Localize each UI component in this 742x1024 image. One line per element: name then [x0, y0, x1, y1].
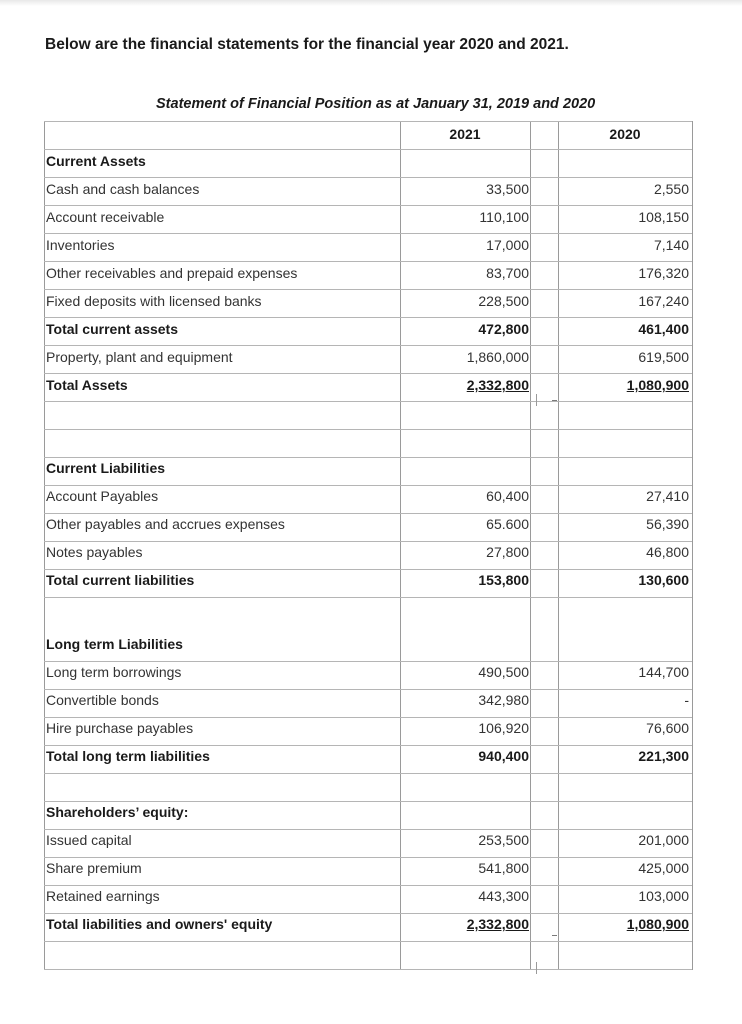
row-label: Total Assets: [46, 377, 128, 393]
value-2021: 472,800: [478, 321, 529, 337]
row-label: Long term borrowings: [46, 664, 182, 680]
value-2020: 103,000: [638, 888, 689, 904]
row-label: Fixed deposits with licensed banks: [46, 293, 262, 309]
row-label: Other receivables and prepaid expenses: [46, 265, 298, 281]
year-header-2021: 2021: [449, 126, 481, 142]
section-heading: Long term Liabilities: [46, 636, 183, 652]
grid-hline: [44, 829, 692, 830]
value-2020: 619,500: [638, 349, 689, 365]
value-2020: -: [684, 692, 689, 708]
grid-hline: [44, 969, 692, 970]
year-header-2020: 2020: [609, 126, 641, 142]
grid-hline: [44, 569, 692, 570]
grid-hline: [44, 485, 692, 486]
value-2021: 110,100: [479, 209, 529, 225]
row-label: Convertible bonds: [46, 692, 159, 708]
row-label: Notes payables: [46, 544, 143, 560]
value-2021: 342,980: [478, 692, 529, 708]
value-2020: 46,800: [646, 544, 689, 560]
value-2020: 1,080,900: [626, 916, 689, 932]
value-2021: 940,400: [478, 748, 529, 764]
value-2021: 27,800: [486, 544, 529, 560]
section-heading: Current Assets: [46, 153, 146, 169]
grid-vline: [692, 121, 693, 970]
dash-mark: [552, 400, 557, 401]
value-2020: 108,150: [638, 209, 689, 225]
value-2020: 167,240: [638, 293, 689, 309]
row-label: Inventories: [46, 237, 115, 253]
row-label: Account Payables: [46, 488, 159, 504]
section-heading: Shareholders’ equity:: [46, 804, 189, 820]
value-2020: 130,600: [638, 572, 689, 588]
grid-hline: [44, 205, 692, 206]
grid-hline: [44, 513, 692, 514]
row-label: Property, plant and equipment: [46, 349, 233, 365]
grid-hline: [44, 857, 692, 858]
grid-hline: [44, 457, 692, 458]
grid-hline: [44, 345, 692, 346]
value-2020: 201,000: [638, 832, 689, 848]
grid-hline: [44, 661, 692, 662]
grid-hline: [44, 289, 692, 290]
value-2021: 153,800: [478, 572, 529, 588]
row-label: Other payables and accrues expenses: [46, 516, 285, 532]
grid-hline: [44, 597, 692, 598]
grid-hline: [44, 401, 692, 402]
value-2021: 60,400: [486, 488, 529, 504]
grid-hline: [44, 149, 692, 150]
grid-hline: [44, 689, 692, 690]
value-2021: 2,332,800: [466, 377, 529, 393]
value-2021: 253,500: [478, 832, 529, 848]
grid-hline: [44, 773, 692, 774]
row-label: Share premium: [46, 860, 142, 876]
row-label: Issued capital: [46, 832, 132, 848]
value-2020: 56,390: [646, 516, 689, 532]
value-2021: 65.600: [486, 516, 529, 532]
value-2021: 1,860,000: [466, 349, 529, 365]
value-2020: 27,410: [646, 488, 689, 504]
value-2020: 221,300: [638, 748, 689, 764]
top-shadow: [0, 0, 742, 6]
grid-hline: [44, 177, 692, 178]
row-label: Total current liabilities: [46, 572, 195, 588]
grid-vline: [530, 121, 531, 970]
section-heading: Current Liabilities: [46, 460, 166, 476]
value-2021: 490,500: [478, 664, 529, 680]
grid-hline: [44, 233, 692, 234]
value-2020: 1,080,900: [626, 377, 689, 393]
value-2020: 144,700: [638, 664, 689, 680]
row-label: Hire purchase payables: [46, 720, 194, 736]
grid-hline: [44, 801, 692, 802]
grid-hline: [44, 941, 692, 942]
dash-mark: [552, 935, 557, 936]
grid-hline: [44, 429, 692, 430]
grid-hline: [44, 541, 692, 542]
value-2020: 461,400: [638, 321, 689, 337]
row-label: Cash and cash balances: [46, 181, 200, 197]
grid-hline: [44, 373, 692, 374]
grid-vline: [44, 121, 45, 970]
grid-hline: [44, 913, 692, 914]
row-label: Account receivable: [46, 209, 165, 225]
grid-hline: [44, 121, 692, 122]
value-2020: 76,600: [646, 720, 689, 736]
value-2021: 443,300: [478, 888, 529, 904]
row-label: Total current assets: [46, 321, 179, 337]
tick-mark: [536, 394, 537, 406]
value-2021: 541,800: [478, 860, 529, 876]
grid-hline: [44, 885, 692, 886]
grid-hline: [44, 717, 692, 718]
value-2020: 425,000: [638, 860, 689, 876]
grid-hline: [44, 261, 692, 262]
tick-mark: [536, 962, 537, 974]
grid-hline: [44, 745, 692, 746]
value-2021: 106,920: [478, 720, 529, 736]
value-2021: 33,500: [486, 181, 529, 197]
row-label: Total liabilities and owners' equity: [46, 916, 273, 932]
value-2020: 176,320: [638, 265, 689, 281]
value-2021: 228,500: [478, 293, 529, 309]
value-2020: 7,140: [653, 237, 689, 253]
intro-text: Below are the financial statements for the financial year 2020 and 2021.: [45, 36, 569, 53]
row-label: Retained earnings: [46, 888, 160, 904]
value-2021: 17,000: [486, 237, 529, 253]
row-label: Total long term liabilities: [46, 748, 210, 764]
value-2021: 83,700: [486, 265, 529, 281]
value-2021: 2,332,800: [466, 916, 529, 932]
grid-hline: [44, 317, 692, 318]
value-2020: 2,550: [653, 181, 689, 197]
statement-title: Statement of Financial Position as at January 31, 2019 and 2020: [156, 96, 596, 112]
